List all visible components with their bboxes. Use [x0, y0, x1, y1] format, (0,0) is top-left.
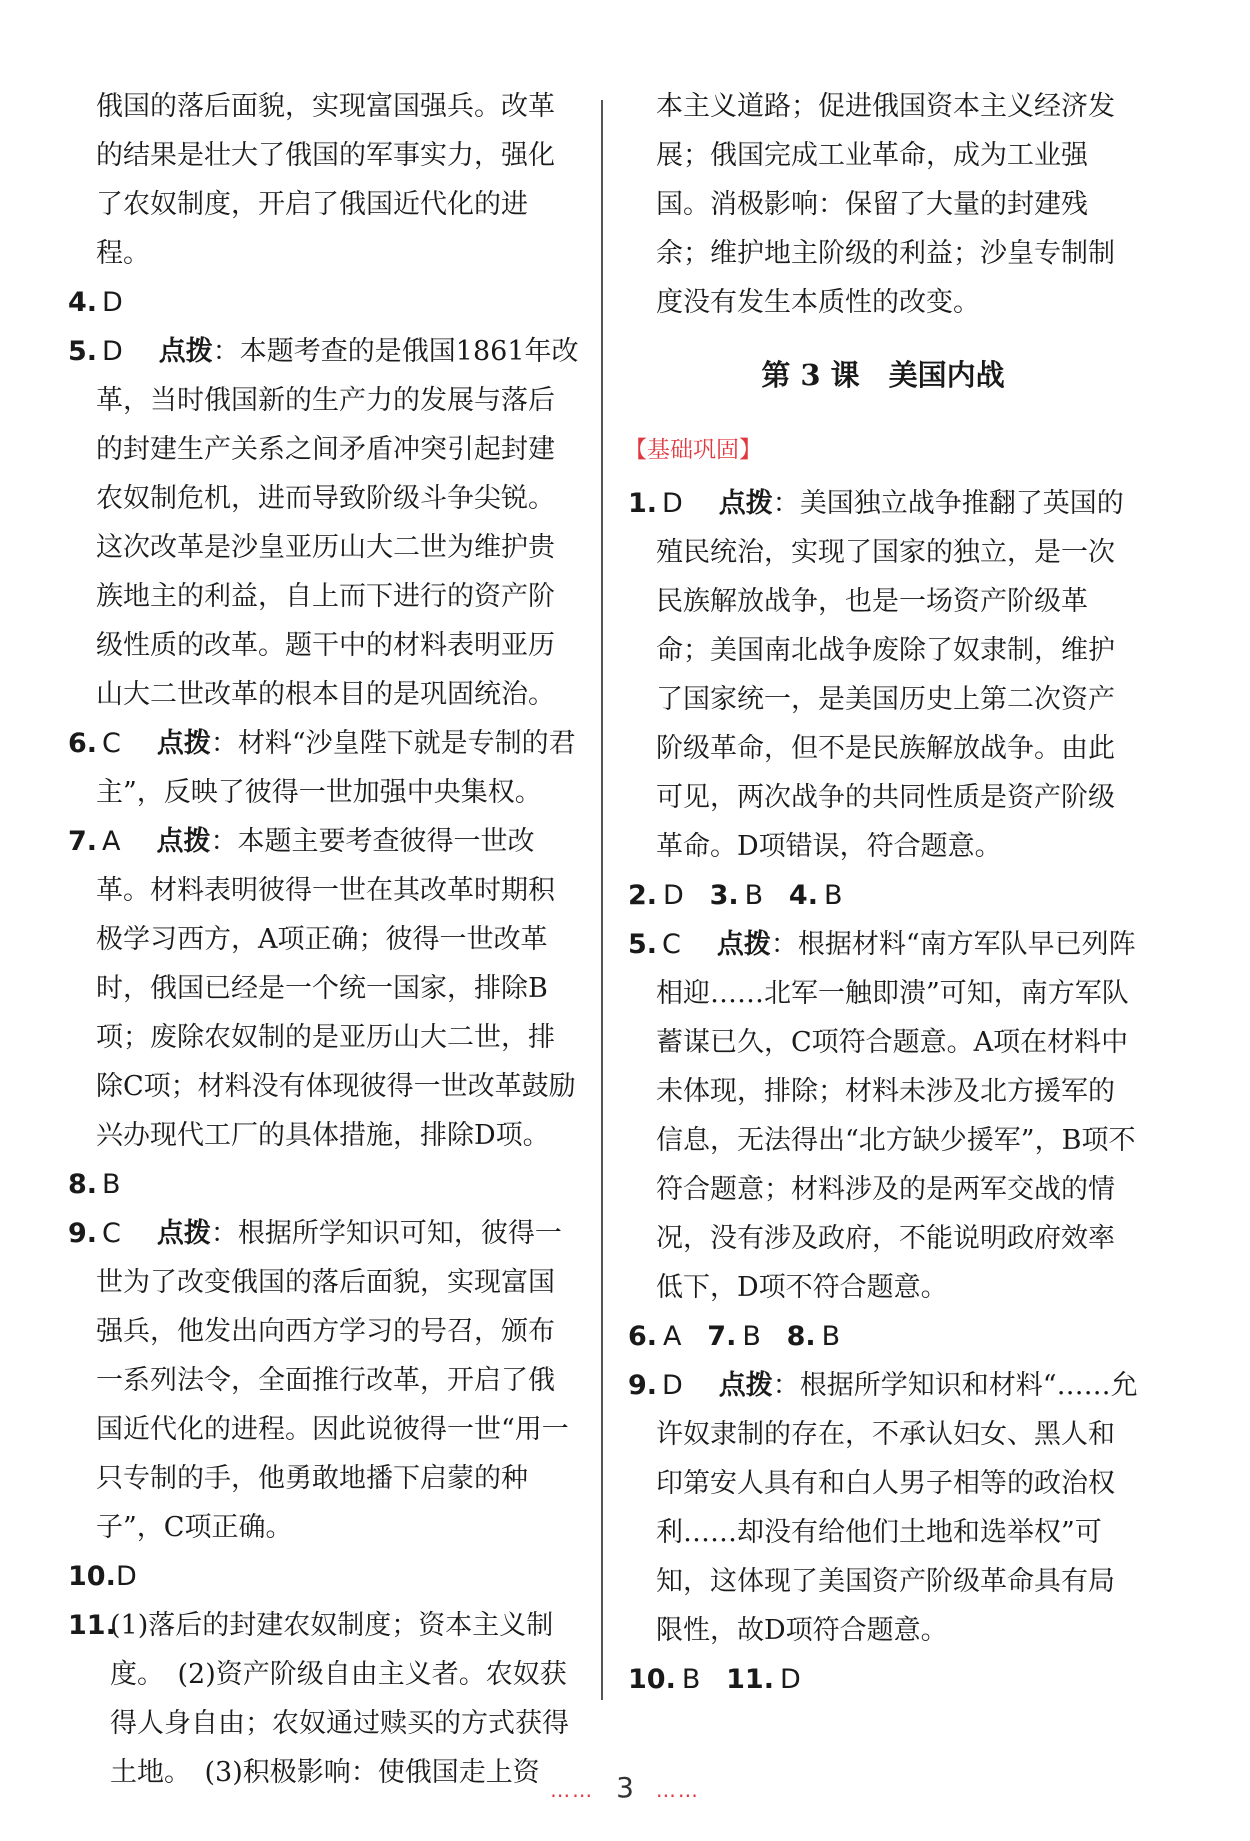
hint-label: 点拨: [158, 336, 213, 367]
hint-label: 点拨: [718, 1370, 773, 1401]
answer-item-11: [68, 1601, 580, 1797]
answer-item-5: [628, 920, 1138, 1312]
answer-choice: B: [102, 1169, 121, 1200]
question-number: 10.: [628, 1664, 676, 1695]
question-number: 2.: [628, 880, 658, 911]
answer-item-9: [628, 1361, 1138, 1655]
answer-choice: C: [662, 929, 681, 960]
answer-item-9: [68, 1209, 580, 1552]
explanation: ：本题考查的是俄国1861年改革，当时俄国新的生产力的发展与落后的封建生产关系之间矛盾冲突引起封建农奴制危机，进而导致阶级斗争尖锐。这次改革是沙皇亚历山大二世为维护贵族地主的利益，自上而下进行的资产阶级性质的改革。题干中的材料表明亚历山大二世改革的根本目的是巩固统治。: [96, 336, 579, 710]
question-number: 3.: [709, 880, 739, 911]
answer-choice: D: [102, 336, 123, 367]
explanation: ：根据材料“南方军队早已列阵相迎……北军一触即溃”可知，南方军队蓄谋已久，C项符合题意。A项在材料中未体现，排除；材料未涉及北方援军的信息，无法得出“北方缺少援军”，B项不符合题意；材料涉及的是两军交战的情况，没有涉及政府，不能说明政府效率低下，D项不符合题意。: [656, 929, 1136, 1303]
question-number: 7.: [707, 1321, 737, 1352]
question-number: 9.: [68, 1218, 98, 1249]
question-number: 1.: [628, 488, 658, 519]
hint-label: 点拨: [716, 929, 771, 960]
answer-choice: B: [744, 880, 764, 911]
answer-item-1: [628, 479, 1138, 871]
answer-choice: A: [102, 826, 121, 857]
hint-label: 点拨: [156, 728, 211, 759]
section-tag: 【基础巩固】: [624, 437, 762, 463]
hint-label: 点拨: [156, 1218, 211, 1249]
answer-choice: D: [662, 1370, 683, 1401]
answer-choice: B: [742, 1321, 761, 1352]
answer-item-8: [68, 1160, 580, 1209]
answer-row-10-11: [628, 1655, 1138, 1704]
answer-row-6-8: [628, 1312, 1138, 1361]
explanation: ：本题主要考查彼得一世改革。材料表明彼得一世在其改革时期积极学习西方，A项正确；彼得一世改革时，俄国已经是一个统一国家，排除B项；废除农奴制的是亚历山大二世，排除C项；材料没有体现彼得一世改革鼓励兴办现代工厂的具体措施，排除D项。: [96, 826, 576, 1151]
question-number: 11.: [68, 1610, 116, 1641]
explanation: ：材料“沙皇陛下就是专制的君主”，反映了彼得一世加强中央集权。: [96, 728, 576, 808]
answer-choice: B: [821, 1321, 841, 1352]
answer-item-4: [68, 278, 580, 327]
answer-choice: D: [779, 1664, 801, 1695]
explanation: ：根据所学知识和材料“……允许奴隶制的存在，不承认妇女、黑人和印第安人具有和白人男子相等的政治权利……却没有给他们土地和选举权”可知，这体现了美国资产阶级革命具有局限性，故D项符合题意。: [656, 1370, 1138, 1646]
answer-choice: D: [662, 488, 683, 519]
explanation: ：美国独立战争推翻了英国的殖民统治，实现了国家的独立，是一次民族解放战争，也是一场资产阶级革命；美国南北战争废除了奴隶制，维护了国家统一，是美国历史上第二次资产阶级革命，但不是民族解放战争。由此可见，两次战争的共同性质是资产阶级革命。D项错误，符合题意。: [656, 488, 1124, 862]
question-number: 7.: [68, 826, 98, 857]
left-column: [68, 82, 580, 1797]
answer-choice: B: [681, 1664, 701, 1695]
lesson-title: 第 3 课 美国内战: [761, 358, 1005, 392]
explanation: (1)落后的封建农奴制度；资本主义制度。 (2)资产阶级自由主义者。农奴获得人身自由；农奴通过赎买的方式获得土地。 (3)积极影响：使俄国走上资: [110, 1610, 569, 1788]
column-divider: [601, 100, 603, 1700]
hint-label: 点拨: [156, 826, 211, 857]
answer-item-7: [68, 817, 580, 1160]
question-number: 10.: [68, 1561, 116, 1592]
question-number: 8.: [68, 1169, 98, 1200]
question-number: 5.: [628, 929, 658, 960]
question-number: 6.: [628, 1321, 658, 1352]
explanation: ：根据所学知识可知，彼得一世为了改变俄国的落后面貌，实现富国强兵，他发出向西方学习的号召，颁布一系列法令，全面推行改革，开启了俄国近代化的进程。因此说彼得一世“用一只专制的手，他勇敢地播下启蒙的种子”，C项正确。: [96, 1218, 569, 1543]
question-number: 11.: [726, 1664, 774, 1695]
answer-choice: C: [102, 728, 121, 759]
right-column: [624, 82, 1138, 1704]
question-number: 5.: [68, 336, 98, 367]
answer-item-5: [68, 327, 580, 719]
answer-choice: B: [823, 880, 843, 911]
answer-item-6: [68, 719, 580, 817]
answer-choice: A: [663, 1321, 682, 1352]
question-number: 4.: [68, 287, 98, 318]
page-number: 3: [616, 1771, 634, 1804]
hint-label: 点拨: [718, 488, 773, 519]
page-footer: [0, 1771, 1250, 1804]
question-number: 4.: [788, 880, 818, 911]
answer-continuation: 俄国的落后面貌，实现富国强兵。改革的结果是壮大了俄国的军事实力，强化了农奴制度，开启了俄国近代化的进程。: [96, 91, 555, 269]
answer-choice: D: [663, 880, 684, 911]
answer-item-10: [68, 1552, 580, 1601]
answer-choice: D: [102, 287, 123, 318]
answer-continuation: 本主义道路；促进俄国资本主义经济发展；俄国完成工业革命，成为工业强国。消极影响：保留了大量的封建残余；维护地主阶级的利益；沙皇专制制度没有发生本质性的改变。: [656, 91, 1115, 318]
footer-dots-right: ……: [655, 1778, 700, 1802]
footer-dots-left: ……: [550, 1778, 595, 1802]
question-number: 8.: [786, 1321, 816, 1352]
question-number: 6.: [68, 728, 98, 759]
answer-choice: C: [102, 1218, 121, 1249]
question-number: 9.: [628, 1370, 658, 1401]
answer-choice: D: [116, 1561, 137, 1592]
answer-row-2-4: [628, 871, 1138, 920]
